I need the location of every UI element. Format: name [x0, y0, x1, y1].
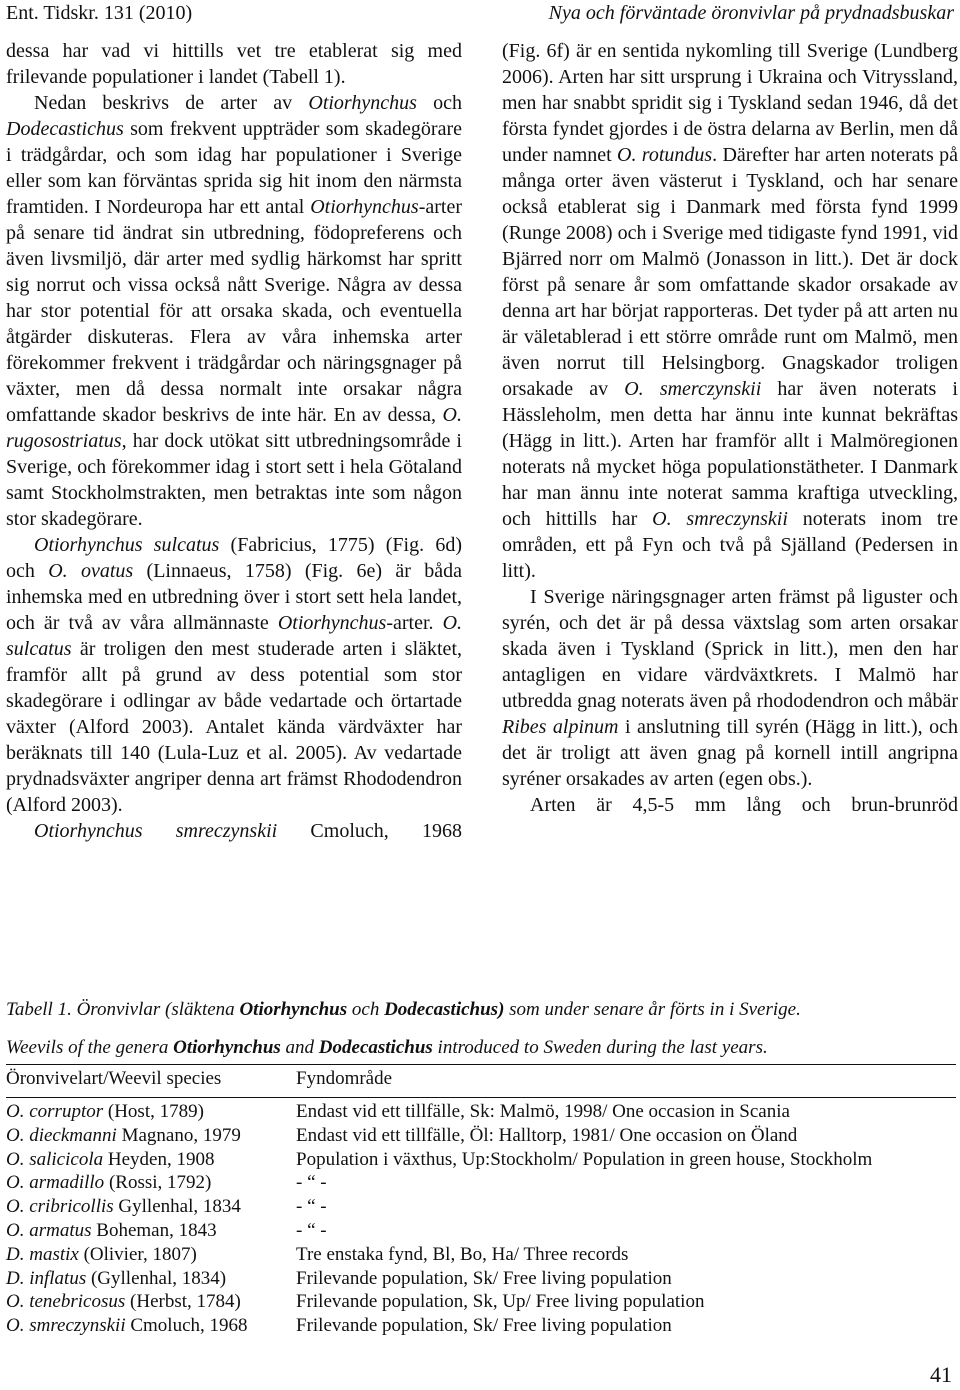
paragraph: Otiorhynchus sulcatus (Fabricius, 1775) (Fig. 6d) och O. ovatus (Linnaeus, 1758) (Fig. 6e) är båda inhemska med en utbredning över i stort sett hela landet, och är två av våra allmännaste Otiorhynchus-arter. O. sulcatus är troligen den mest studerade arten i släktet, framför allt på grund av dess potential som stor skadegörare i odlingar av både vedartade och örtartade växter (Alford 2003). Antalet kända värdväxter har beräknats till 140 (Lula-Luz et al. 2005). Av vedartade prydnadsväxter angriper denna art främst Rhododendron (Alford 2003).	[6, 534, 463, 816]
table-header-rule	[6, 1097, 956, 1098]
table-header-species: Öronvivelart/Weevil species	[6, 1068, 222, 1089]
paragraph: Otiorhynchus smreczynskii Cmoluch, 1968	[34, 820, 462, 842]
paragraph: Nedan beskrivs de arter av Otiorhynchus och Dodecastichus som frekvent uppträder som skadegörare i trädgårdar, och som idag har populationer i Sverige eller som kan förväntas sprida sig hit inom den närmsta framtiden. I Nordeuropa har ett antal Otiorhynchus-arter på senare tid ändrat sin utbredning, födopreferens och även livsmiljö, där arter med sydlig härkomst har spritt sig norrut och vissa också nått Sverige. Några av dessa har stor potential för att orsaka skada, och eventuella åtgärder diskuteras. Flera av våra inhemska arter förekommer frekvent i trädgårdar och näringsgnager på växter, men då dessa normalt inte orsakar några omfattande skador beskrivs de inte här. En av dessa, O. rugosostriatus, har dock utökat sitt utbredningsområde i Sverige, och förekommer idag i stort sett i hela Götaland samt Stockholmstrakten, men betraktas inte som någon stor skadegörare.	[6, 92, 462, 530]
table-row: O. corruptor (Host, 1789) Endast vid ett tillfälle, Sk: Malmö, 1998/ One occasion in Scania	[6, 1101, 790, 1122]
table-caption-english: Weevils of the genera Otiorhynchus and Dodecastichus introduced to Sweden during the last years.	[6, 1037, 768, 1058]
table-row: O. smreczynskii Cmoluch, 1968 Frilevande population, Sk/ Free living population	[6, 1315, 672, 1337]
table-row: O. armatus Boheman, 1843 - “ -	[6, 1219, 327, 1241]
table-header-finding: Fyndområde	[296, 1068, 393, 1089]
table-row: O. cribricollis Gyllenhal, 1834 - “ -	[6, 1196, 327, 1218]
table-row: D. inflatus (Gyllenhal, 1834) Frilevande population, Sk/ Free living population	[6, 1267, 672, 1289]
right-column	[502, 38, 958, 818]
paragraph: (Fig. 6f) är en sentida nykomling till Sverige (Lundberg 2006). Arten har sitt ursprung i Ukraina och Vitryssland, men har snabbt spridit sig i Tyskland sedan 1946, då det första fyndet gjordes i de östra delarna av Berlin, men då under namnet O. rotundus. Därefter har arten noterats på många orter även västerut i Tyskland, och har senare också etablerat sig i Danmark med första fynd 1999 (Runge 2008) och i Sverige med tidigaste fynd 1991, vid Bjärred norr om Malmö (Jonasson in litt.). Det är dock först på senare år som omfattande skador orsakade av denna art har börjat rapporteras. Det tyder på att arten nu är väletablerad i ett större område runt om Malmö, men även norrut till Helsingborg. Gnagskador troligen orsakade av O. smerczynskii har även noterats i Hässleholm, men detta har ännu inte kunnat bekräftas (Hägg in litt.). Arten har framför allt i Malmöregionen noterats nå mycket höga populationstätheter. I Danmark har man ännu inte noterat samma kraftiga utveckling, och hittills har O. smreczynskii noterats inom tre områden, ett på Fyn och två på Själland (Pedersen in litt).	[502, 40, 959, 582]
paragraph: Arten är 4,5-5 mm lång och brun-brunröd	[530, 794, 958, 816]
table-row: O. tenebricosus (Herbst, 1784) Frilevande population, Sk, Up/ Free living population	[6, 1291, 705, 1313]
left-column	[6, 38, 462, 844]
running-title: Nya och förväntade öronvivlar på prydnadsbuskar	[548, 2, 954, 24]
table-row: O. dieckmanni Magnano, 1979 Endast vid ett tillfälle, Öl: Halltorp, 1981/ One occasion on Öland	[6, 1124, 798, 1146]
table-top-rule	[6, 1064, 956, 1065]
table-row: O. armadillo (Rossi, 1792) - “ -	[6, 1172, 327, 1194]
paragraph: dessa har vad vi hittills vet tre etablerat sig med frilevande populationer i landet (Tabell 1).	[6, 40, 462, 88]
journal-header: Ent. Tidskr. 131 (2010)	[6, 2, 193, 24]
table-row: D. mastix (Olivier, 1807) Tre enstaka fynd, Bl, Bo, Ha/ Three records	[6, 1243, 629, 1265]
page-number: 41	[930, 1362, 952, 1387]
paragraph: I Sverige näringsgnager arten främst på liguster och syrén, och det är på dessa växtslag som arten orsakar skada även i Tyskland (Sprick in litt.), men den har antagligen en vidare värdväxtkrets. I Malmö har utbredda gnag noterats även på rhododendron och måbär Ribes alpinum i anslutning till syrén (Hägg in litt.), och det är troligt att även gnag på kornell intill angripna syréner orsakades av arten (egen obs.).	[502, 586, 958, 790]
table-caption-swedish: Tabell 1. Öronvivlar (släktena Otiorhynchus och Dodecastichus) som under senare år förts in i Sverige.	[6, 999, 801, 1020]
table-row: O. salicicola Heyden, 1908 Population i växthus, Up:Stockholm/ Population in green house, Stockholm	[6, 1148, 873, 1170]
table-body	[6, 1100, 956, 1338]
